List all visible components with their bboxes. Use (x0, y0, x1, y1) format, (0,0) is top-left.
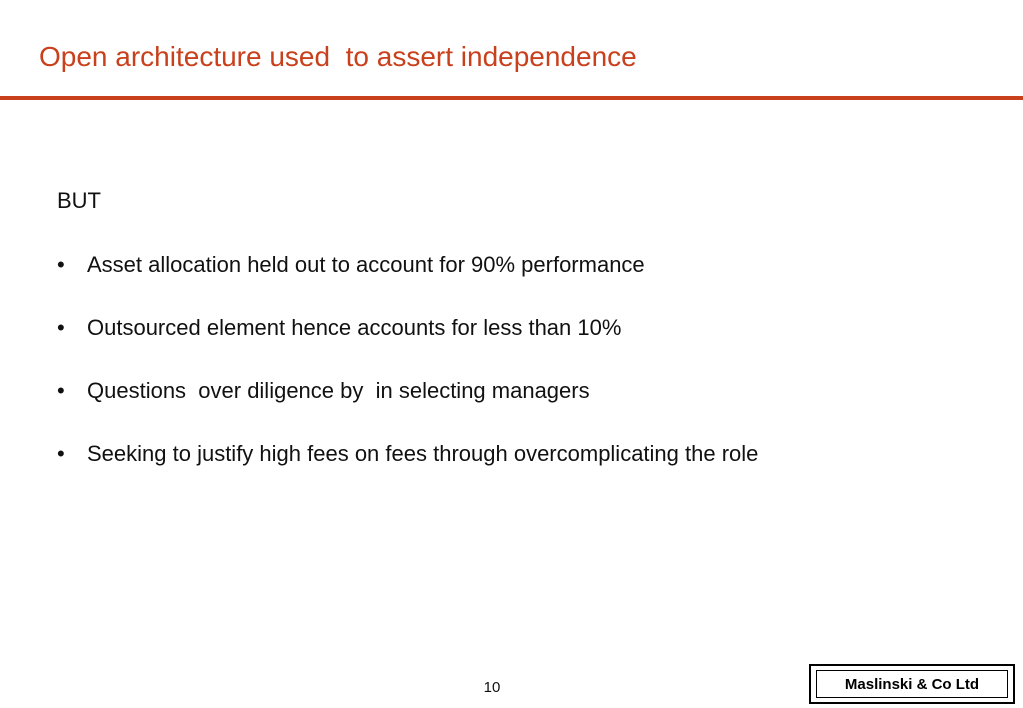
bullet-text: Outsourced element hence accounts for less than 10% (87, 315, 622, 340)
lead-text: BUT (57, 188, 101, 213)
brand-badge-inner-frame (816, 670, 1008, 698)
bullet-text: Seeking to justify high fees on fees through overcomplicating the role (87, 441, 759, 466)
page-number: 10 (483, 679, 501, 696)
bullet-item (57, 250, 758, 313)
brand-name: Maslinski & Co Ltd (844, 675, 980, 693)
bullet-item (57, 313, 758, 376)
bullet-marker: • (57, 252, 65, 277)
bullet-marker: • (57, 441, 65, 466)
bullet-marker: • (57, 378, 65, 403)
title-divider (0, 96, 1023, 100)
bullet-text: Questions over diligence by in selecting managers (87, 378, 590, 403)
brand-badge (809, 664, 1015, 704)
slide-title: Open architecture used to assert independence (39, 41, 637, 72)
bullet-text: Asset allocation held out to account for 90% performance (87, 252, 645, 277)
bullet-item (57, 439, 758, 502)
bullet-item (57, 376, 758, 439)
bullet-list (57, 250, 758, 502)
bullet-marker: • (57, 315, 65, 340)
